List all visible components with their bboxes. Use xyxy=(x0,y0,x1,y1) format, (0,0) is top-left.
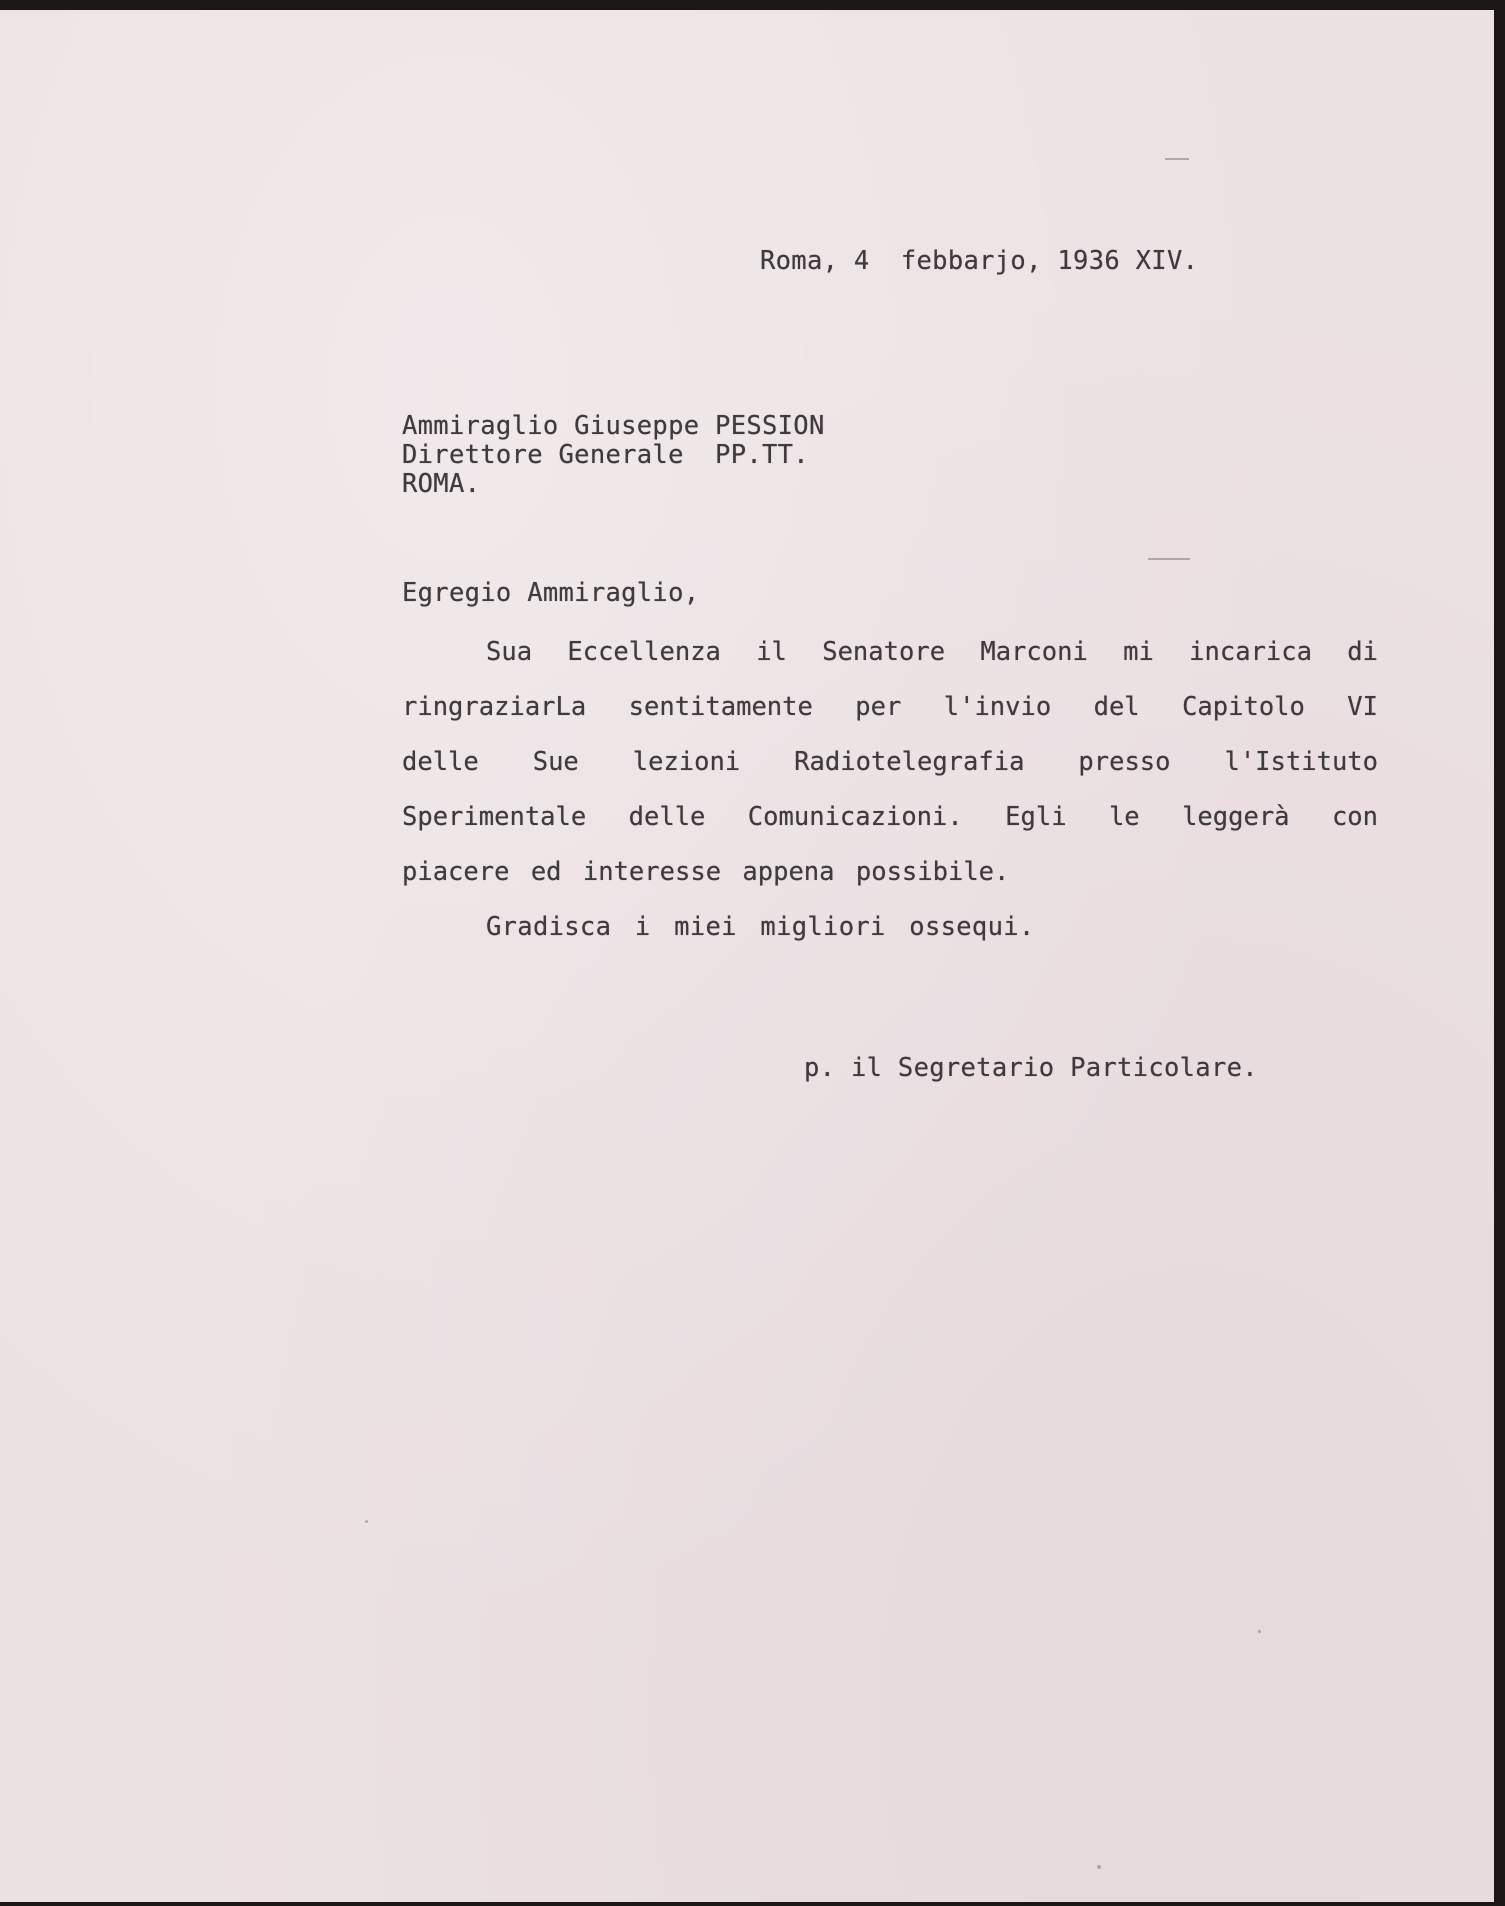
body-line: piacere ed interesse appena possibile. xyxy=(402,857,1010,887)
letter-date: Roma, 4 febbarjo, 1936 XIV. xyxy=(760,246,1199,276)
closing-line: Gradisca i miei migliori ossequi. xyxy=(486,912,1035,942)
scan-border-right xyxy=(1494,0,1505,1906)
salutation: Egregio Ammiraglio, xyxy=(402,578,700,608)
body-line: ringraziarLa sentitamente per l'invio del Capitolo VI xyxy=(402,692,1378,722)
letter-page xyxy=(0,10,1494,1906)
paper-speck xyxy=(1097,1865,1101,1869)
paper-speck xyxy=(1165,158,1189,160)
body-line: Sua Eccellenza il Senatore Marconi mi incarica di xyxy=(486,637,1378,667)
addressee-title: Direttore Generale PP.TT. xyxy=(402,440,809,470)
body-line: Sperimentale delle Comunicazioni. Egli le leggerà con xyxy=(402,802,1378,832)
letterhead-bleed-through xyxy=(130,272,1300,402)
signature-line: p. il Segretario Particolare. xyxy=(804,1053,1258,1083)
paper-speck xyxy=(365,1520,368,1523)
addressee-name: Ammiraglio Giuseppe PESSION xyxy=(402,411,825,441)
paper-speck xyxy=(1258,1630,1261,1633)
scan-border-bottom xyxy=(0,1902,1505,1906)
paper-speck xyxy=(1148,558,1190,560)
body-line: delle Sue lezioni Radiotelegrafia presso l'Istituto xyxy=(402,747,1378,777)
addressee-city: ROMA. xyxy=(402,469,481,499)
